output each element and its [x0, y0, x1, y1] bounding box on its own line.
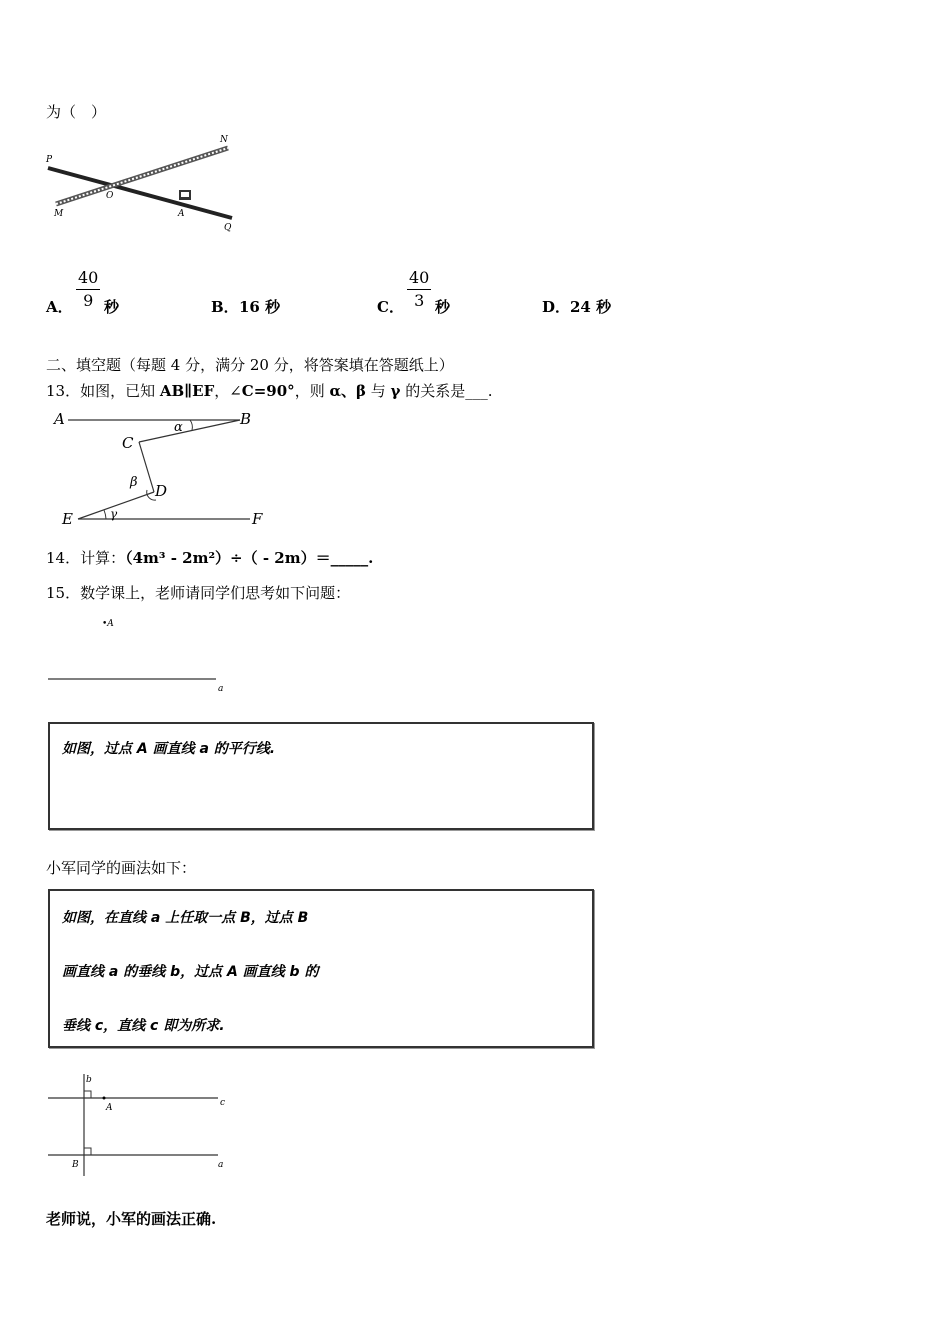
- q12-label-a: A: [178, 209, 185, 219]
- q12-stem-tail: 为（ ）: [46, 103, 107, 121]
- q15-question: 15．数学课上，老师请同学们思考如下问题：: [46, 584, 351, 602]
- option-b-text: 16 秒: [239, 298, 281, 316]
- option-a-unit: 秒: [104, 298, 120, 316]
- fig1-point-a: •A: [102, 619, 114, 629]
- q13-label-c: C: [122, 434, 134, 452]
- q13-label-d: D: [155, 482, 168, 500]
- problem-box-text: 如图，过点 A 画直线 a 的平行线.: [62, 741, 276, 757]
- q14-question: 14．计算：（4m³ - 2m²）÷（ - 2m）＝_____.: [46, 549, 374, 567]
- method-line-2: 画直线 a 的垂线 b，过点 A 画直线 b 的: [62, 964, 319, 980]
- q12-label-m: M: [54, 209, 64, 219]
- fig2-line-a: a: [218, 1160, 224, 1170]
- option-c-letter: C．: [377, 298, 404, 316]
- method-line-1: 如图，在直线 a 上任取一点 B，过点 B: [62, 910, 309, 926]
- q13-question: 13．如图，已知 AB∥EF，∠C=90°，则 α、β 与 γ 的关系是___.: [46, 382, 493, 400]
- option-c-numerator: 40: [409, 268, 430, 287]
- q13-label-beta: β: [130, 475, 138, 490]
- q13-figure: [44, 404, 274, 534]
- q15-figure-1: [40, 612, 240, 697]
- option-a-denominator: 9: [76, 289, 100, 309]
- option-c-fraction: [407, 270, 431, 309]
- fig2-line-b: b: [86, 1075, 92, 1085]
- problem-box: [48, 722, 594, 830]
- q13-label-b: B: [240, 410, 252, 428]
- q12-label-q: Q: [224, 223, 232, 233]
- section-heading: 二、填空题（每题 4 分，满分 20 分，将答案填在答题纸上）: [46, 356, 454, 374]
- option-a-numerator: 40: [78, 268, 99, 287]
- method-box: [48, 889, 594, 1048]
- option-d-text: 24 秒: [570, 298, 612, 316]
- fig2-point-b: B: [72, 1160, 79, 1170]
- option-a-letter: A．: [46, 298, 73, 316]
- q15-figure-2: [40, 1070, 240, 1180]
- option-d-letter: D．: [542, 298, 571, 316]
- option-a-fraction: [76, 270, 100, 309]
- q12-label-n: N: [220, 135, 228, 145]
- option-c-denominator: 3: [407, 289, 431, 309]
- option-c-unit: 秒: [435, 298, 451, 316]
- q13-label-a: A: [54, 410, 65, 428]
- q13-label-gamma: γ: [110, 507, 118, 521]
- q12-figure: [40, 128, 250, 238]
- q13-label-e: E: [62, 510, 73, 528]
- method-line-3: 垂线 c，直线 c 即为所求.: [62, 1018, 225, 1034]
- q13-label-f: F: [252, 510, 263, 528]
- q12-label-p: P: [46, 155, 53, 165]
- fig2-point-a: A: [106, 1103, 113, 1113]
- fig1-line-a: a: [218, 684, 224, 694]
- fig2-line-c: c: [220, 1098, 226, 1108]
- option-b-letter: B．: [211, 298, 239, 316]
- q13-label-alpha: α: [174, 420, 183, 435]
- q12-label-o: O: [106, 191, 114, 201]
- teacher-says: 老师说，小军的画法正确.: [46, 1210, 217, 1228]
- xiaojun-intro: 小军同学的画法如下：: [46, 859, 197, 877]
